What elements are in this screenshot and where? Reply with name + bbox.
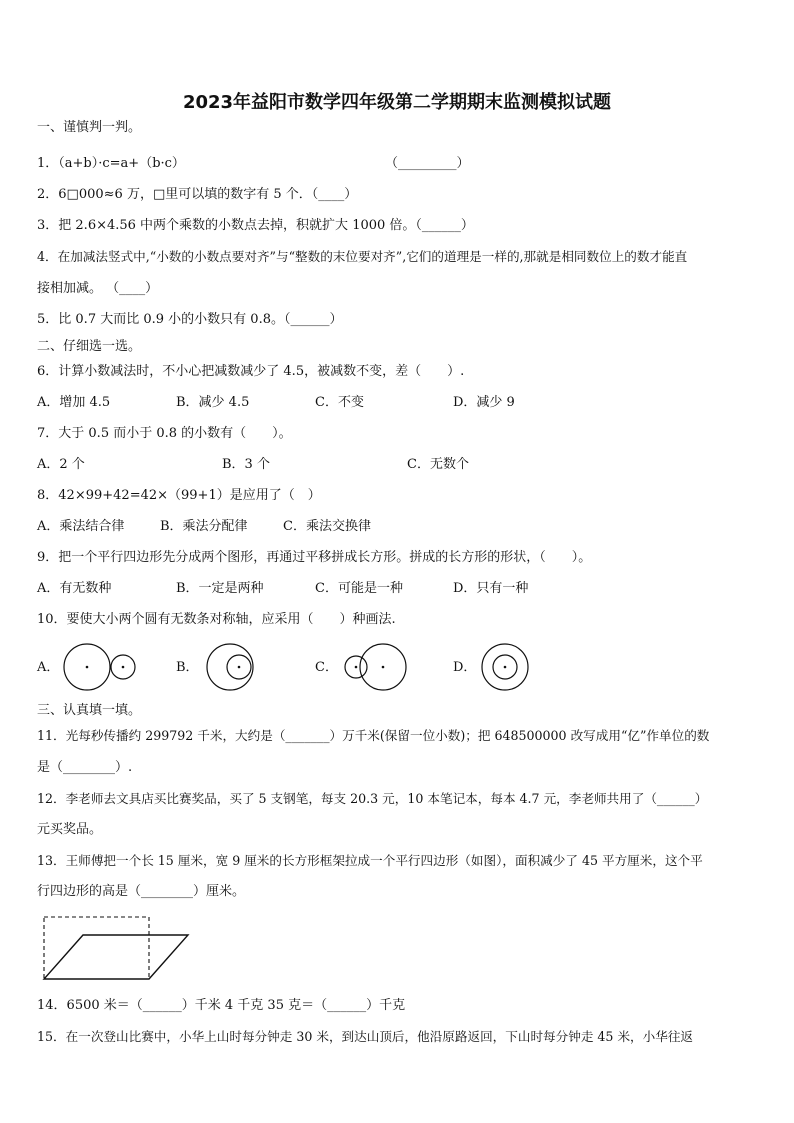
q9-option-d[interactable]: D．只有一种 xyxy=(453,581,529,596)
q10-option-a[interactable]: A． xyxy=(37,660,60,675)
center-dot xyxy=(122,666,125,669)
question-number: 6． xyxy=(37,364,59,379)
dashed-rectangle xyxy=(44,917,149,979)
question-number: 3． xyxy=(37,218,59,233)
question-number: 13． xyxy=(37,853,66,868)
question-number: 14． xyxy=(37,998,67,1013)
question-number: 15． xyxy=(37,1029,66,1044)
center-dot xyxy=(355,666,358,669)
question-13 xyxy=(37,853,703,869)
q7-option-c[interactable]: C．无数个 xyxy=(407,457,469,472)
question-1 xyxy=(37,156,185,172)
question-text: 光每秒传播约 299792 千米，大约是（_______）万千米(保留一位小数)；把 648500000 改写成用“亿”作单位的数 xyxy=(65,728,710,743)
page-title: 2023年益阳市数学四年级第二学期期末监测模拟试题 xyxy=(182,92,612,113)
question-number: 11． xyxy=(37,728,66,743)
question-2 xyxy=(37,187,357,203)
question-text: 把 2.6×4.56 中两个乘数的小数点去掉，积就扩大 1000 倍。（______） xyxy=(58,218,474,233)
q6-option-c[interactable]: C．不变 xyxy=(315,395,364,410)
question-text: 在一次登山比赛中，小华上山时每分钟走 30 米，到达山顶后，他沿原路返回，下山时每分钟走 45 米，小华往返 xyxy=(65,1029,694,1044)
question-9 xyxy=(37,550,591,566)
q10-option-c[interactable]: C． xyxy=(315,660,338,675)
section-heading-3: 三、认真填一填。 xyxy=(37,703,142,718)
question-number: 12． xyxy=(37,791,66,806)
q7-option-b[interactable]: B．3 个 xyxy=(222,457,270,472)
center-dot xyxy=(86,666,89,669)
center-dot xyxy=(238,666,241,669)
question-text: 6500 米＝（______）千米 4 千克 35 克＝（______）千克 xyxy=(66,998,406,1013)
parallelogram xyxy=(44,935,188,979)
question-number: 2． xyxy=(37,187,59,202)
question-text: 大于 0.5 而小于 0.8 的小数有（ ）。 xyxy=(58,426,292,441)
q10-option-b[interactable]: B． xyxy=(176,660,199,675)
section-heading-2: 二、仔细选一选。 xyxy=(37,339,142,354)
section-heading-1: 一、谨慎判一判。 xyxy=(37,120,142,135)
center-dot xyxy=(382,666,385,669)
question-3 xyxy=(37,218,474,234)
q10-figure-b xyxy=(203,642,263,694)
question-text: 计算小数减法时，不小心把减数减少了 4.5，被减数不变，差（ ）. xyxy=(58,364,465,379)
q8-option-c[interactable]: C．乘法交换律 xyxy=(283,519,371,534)
question-11-cont: 是（________）. xyxy=(37,760,133,775)
question-12-cont: 元买奖品。 xyxy=(37,822,103,837)
question-8 xyxy=(37,488,321,504)
question-4-cont: 接相加减。 （____） xyxy=(37,281,159,296)
large-circle xyxy=(207,644,253,690)
question-number: 5． xyxy=(37,312,59,327)
question-14 xyxy=(37,998,405,1014)
question-text: 要使大小两个圆有无数条对称轴，应采用（ ）种画法. xyxy=(66,612,396,627)
question-number: 1． xyxy=(37,156,59,171)
question-number: 7． xyxy=(37,426,59,441)
question-number: 8． xyxy=(37,488,59,503)
center-dot xyxy=(504,666,507,669)
q8-option-b[interactable]: B．乘法分配律 xyxy=(160,519,248,534)
question-text: 在加减法竖式中,“小数的小数点要对齐”与“整数的末位要对齐”,它们的道理是一样的,那就是相同数位上的数才能直 xyxy=(57,249,688,264)
question-12 xyxy=(37,791,707,807)
question-15 xyxy=(37,1029,693,1045)
question-13-cont: 行四边形的高是（________）厘米。 xyxy=(37,884,246,899)
question-11 xyxy=(37,728,709,744)
q6-option-a[interactable]: A．增加 4.5 xyxy=(37,395,111,410)
question-text: 把一个平行四边形先分成两个图形，再通过平移拼成长方形。拼成的长方形的形状，（ ）。 xyxy=(58,550,592,565)
question-10 xyxy=(37,612,396,628)
q6-option-b[interactable]: B．减少 4.5 xyxy=(176,395,250,410)
q9-option-a[interactable]: A．有无数种 xyxy=(37,581,112,596)
q9-option-b[interactable]: B．一定是两种 xyxy=(176,581,264,596)
question-1-blank[interactable]: （_________） xyxy=(385,156,470,171)
q10-figure-c xyxy=(341,642,413,694)
question-text: 李老师去文具店买比赛奖品，买了 5 支钢笔，每支 20.3 元，10 本笔记本，每本 4.7 元，李老师共用了（______） xyxy=(65,791,708,806)
question-7 xyxy=(37,426,292,442)
q10-figure-a xyxy=(60,642,140,694)
question-text: 比 0.7 大而比 0.9 小的小数只有 0.8。（______） xyxy=(58,312,343,327)
question-number: 10． xyxy=(37,612,67,627)
parallelogram-figure xyxy=(38,913,198,983)
q8-option-a[interactable]: A．乘法结合律 xyxy=(37,519,125,534)
question-5 xyxy=(37,312,342,328)
question-number: 4． xyxy=(37,249,58,264)
q6-option-d[interactable]: D．减少 9 xyxy=(453,395,515,410)
q10-figure-d xyxy=(480,642,536,694)
question-text: 6□000≈6 万，□里可以填的数字有 5 个．（____） xyxy=(58,187,358,202)
q9-option-c[interactable]: C．可能是一种 xyxy=(315,581,403,596)
question-4 xyxy=(37,249,687,265)
q10-option-d[interactable]: D． xyxy=(453,660,477,675)
question-number: 9． xyxy=(37,550,59,565)
q7-option-a[interactable]: A．2 个 xyxy=(37,457,85,472)
question-6 xyxy=(37,364,464,380)
question-text: （a+b）·c=a+（b·c） xyxy=(58,156,185,171)
question-text: 42×99+42=42×（99+1）是应用了（ ） xyxy=(58,488,321,503)
question-text: 王师傅把一个长 15 厘米，宽 9 厘米的长方形框架拉成一个平行四边形（如图），面积减少了 45 平方厘米，这个平 xyxy=(65,853,703,868)
